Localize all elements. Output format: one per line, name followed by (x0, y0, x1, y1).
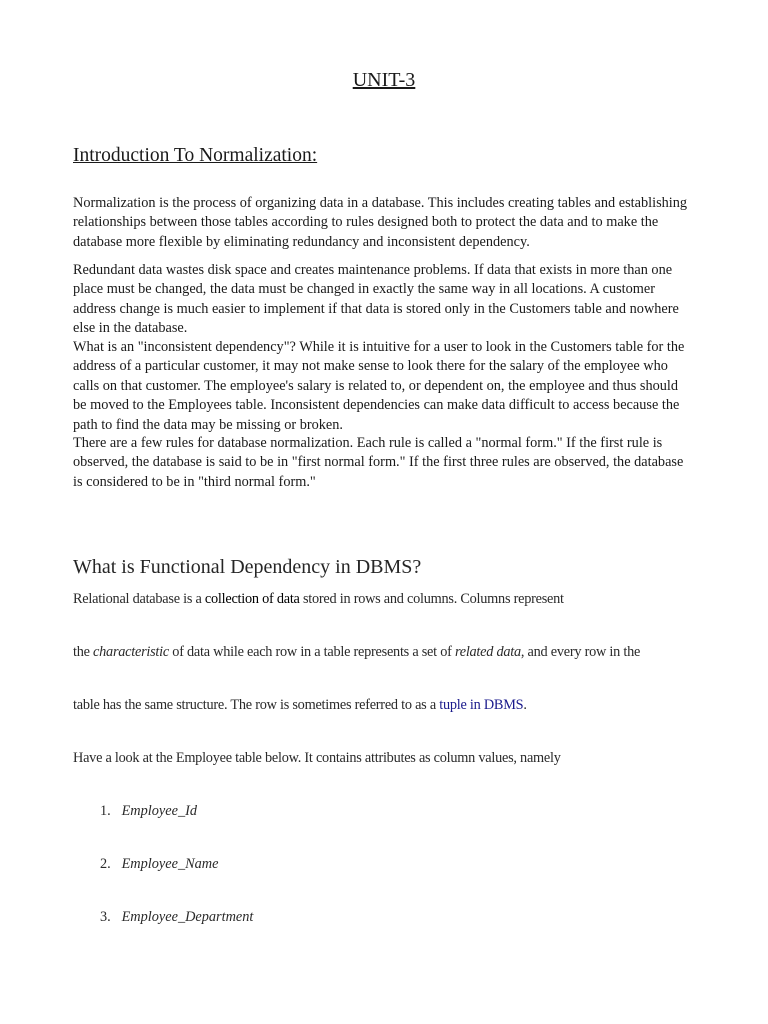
fd-line-1-text-end: stored in rows and columns. Columns represent (299, 591, 564, 607)
fd-line-1-text: Relational database is a (73, 591, 205, 607)
list-value: Employee_Id (121, 803, 197, 819)
paragraph-normal-forms: There are a few rules for database normalization. Each rule is called a "normal form." If the first rule is observed, the database is said to be in "first normal form." If the first three rules are observed, the database is considered to be in "third normal form." (73, 435, 684, 490)
list-value: Employee_Department (121, 909, 254, 925)
functional-dependency-heading: What is Functional Dependency in DBMS? (73, 556, 422, 578)
characteristic-term: characteristic (93, 644, 169, 660)
list-number: 2. (100, 856, 111, 872)
fd-line-2-text-mid: of data while each row in a table represents a set of (168, 644, 455, 660)
list-value: Employee_Name (121, 856, 219, 872)
fd-line-3 (73, 696, 713, 715)
list-item (100, 908, 253, 927)
list-number: 3. (100, 909, 111, 925)
list-number: 1. (100, 803, 111, 819)
fd-line-3-text: table has the same structure. The row is sometimes referred to as a (73, 697, 440, 713)
section-title: Introduction To Normalization: (73, 145, 318, 166)
fd-line-2 (73, 643, 713, 662)
paragraph-definition: Normalization is the process of organizing data in a database. This includes creating tables and establishing relationships between those tables according to rules designed both to protect the data and to make the database more flexible by eliminating redundancy and inconsistent dependency. (73, 195, 688, 250)
unit-title: UNIT-3 (352, 69, 416, 91)
tuple-in-dbms-link[interactable]: tuple in DBMS (439, 697, 524, 713)
fd-line-2-text-end: , and every row in the (520, 644, 641, 660)
fd-line-4: Have a look at the Employee table below. It contains attributes as column values, namely (73, 750, 561, 766)
list-item (100, 802, 197, 821)
collection-of-data-link[interactable]: collection of data (204, 591, 300, 607)
paragraph-redundancy: Redundant data wastes disk space and creates maintenance problems. If data that exists in more than one place must be changed, the data must be changed in exactly the same way in all locations. A customer address change is much easier to implement if that data is stored only in the Customers table and nowhere else in the database. (73, 262, 679, 337)
fd-line-3-text-end: . (523, 697, 527, 713)
fd-line-2-text: the (73, 644, 94, 660)
paragraph-inconsistent-dependency: What is an "inconsistent dependency"? While it is intuitive for a user to look in the Customers table for the address of a particular customer, it may not make sense to look there for the salary of the employee who calls on that customer. The employee's salary is related to, or dependent on, the employee and thus should be moved to the Employees table. Inconsistent dependencies can make data difficult to access because the path to find the data may be missing or broken. (73, 339, 685, 433)
related-data-term: related data (454, 644, 521, 660)
list-item (100, 855, 218, 874)
fd-line-1 (73, 590, 713, 609)
